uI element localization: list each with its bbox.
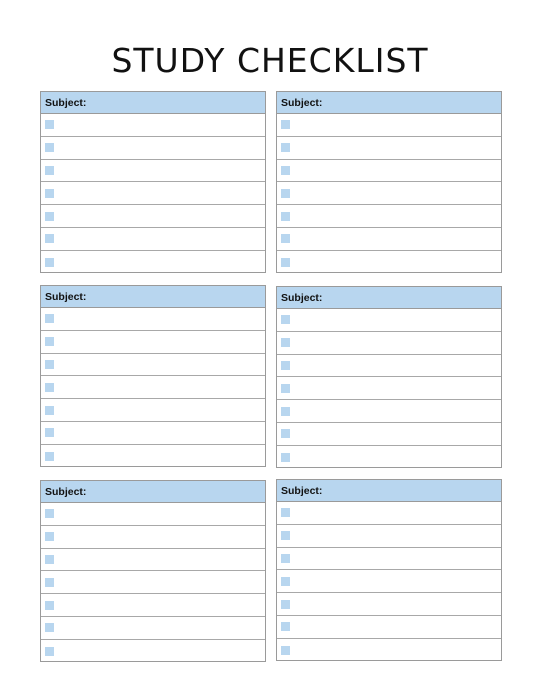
checklist-row[interactable] bbox=[277, 639, 501, 662]
checklist-row[interactable] bbox=[41, 594, 265, 617]
checklist-row[interactable] bbox=[41, 354, 265, 377]
checkbox-icon[interactable] bbox=[45, 189, 54, 198]
checkbox-icon[interactable] bbox=[281, 212, 290, 221]
checklist-row[interactable] bbox=[277, 332, 501, 355]
checklist-row[interactable] bbox=[277, 525, 501, 548]
checkbox-icon[interactable] bbox=[45, 647, 54, 656]
checklist-row[interactable] bbox=[277, 446, 501, 469]
checkbox-icon[interactable] bbox=[45, 166, 54, 175]
checklist-row[interactable] bbox=[277, 377, 501, 400]
checklist-row[interactable] bbox=[41, 137, 265, 160]
checkbox-icon[interactable] bbox=[281, 143, 290, 152]
checklist-row[interactable] bbox=[41, 205, 265, 228]
checkbox-icon[interactable] bbox=[45, 120, 54, 129]
subject-header[interactable] bbox=[41, 481, 265, 503]
checklist-row[interactable] bbox=[277, 114, 501, 137]
checkbox-icon[interactable] bbox=[45, 601, 54, 610]
checklist-row[interactable] bbox=[41, 160, 265, 183]
checklist-row[interactable] bbox=[277, 548, 501, 571]
checkbox-icon[interactable] bbox=[45, 623, 54, 632]
checklist-row[interactable] bbox=[41, 376, 265, 399]
checklist-row[interactable] bbox=[277, 160, 501, 183]
checklist-card bbox=[276, 91, 502, 273]
checkbox-icon[interactable] bbox=[281, 622, 290, 631]
checkbox-icon[interactable] bbox=[45, 406, 54, 415]
checklist-row[interactable] bbox=[41, 251, 265, 274]
checklist-row[interactable] bbox=[41, 503, 265, 526]
checkbox-icon[interactable] bbox=[45, 532, 54, 541]
checklist-card bbox=[276, 479, 502, 661]
checkbox-icon[interactable] bbox=[45, 452, 54, 461]
checklist-row[interactable] bbox=[277, 228, 501, 251]
subject-label: Subject: bbox=[281, 291, 323, 304]
checklist-row[interactable] bbox=[277, 400, 501, 423]
subject-label: Subject: bbox=[281, 484, 323, 497]
checkbox-icon[interactable] bbox=[45, 143, 54, 152]
checklist-card bbox=[40, 91, 266, 273]
checkbox-icon[interactable] bbox=[281, 315, 290, 324]
checklist-row[interactable] bbox=[277, 205, 501, 228]
subject-label: Subject: bbox=[281, 96, 323, 109]
checkbox-icon[interactable] bbox=[281, 258, 290, 267]
checkbox-icon[interactable] bbox=[45, 509, 54, 518]
checkbox-icon[interactable] bbox=[281, 508, 290, 517]
checklist-row[interactable] bbox=[41, 228, 265, 251]
checkbox-icon[interactable] bbox=[45, 428, 54, 437]
checkbox-icon[interactable] bbox=[45, 360, 54, 369]
checkbox-icon[interactable] bbox=[281, 407, 290, 416]
checkbox-icon[interactable] bbox=[281, 453, 290, 462]
checklist-row[interactable] bbox=[277, 182, 501, 205]
checkbox-icon[interactable] bbox=[281, 234, 290, 243]
checkbox-icon[interactable] bbox=[45, 314, 54, 323]
checklist-row[interactable] bbox=[41, 571, 265, 594]
subject-label: Subject: bbox=[45, 290, 87, 303]
checkbox-icon[interactable] bbox=[45, 578, 54, 587]
checkbox-icon[interactable] bbox=[45, 234, 54, 243]
checkbox-icon[interactable] bbox=[45, 258, 54, 267]
checklist-row[interactable] bbox=[277, 251, 501, 274]
checklist-card bbox=[40, 480, 266, 662]
checkbox-icon[interactable] bbox=[281, 120, 290, 129]
checklist-row[interactable] bbox=[41, 445, 265, 468]
checklist-row[interactable] bbox=[41, 399, 265, 422]
checklist-row[interactable] bbox=[277, 616, 501, 639]
checkbox-icon[interactable] bbox=[281, 189, 290, 198]
checklist-row[interactable] bbox=[41, 308, 265, 331]
checklist-row[interactable] bbox=[277, 593, 501, 616]
checkbox-icon[interactable] bbox=[281, 600, 290, 609]
checklist-row[interactable] bbox=[41, 549, 265, 572]
page-title: STUDY CHECKLIST bbox=[111, 41, 429, 80]
checklist-row[interactable] bbox=[41, 526, 265, 549]
checklist-row[interactable] bbox=[41, 114, 265, 137]
checkbox-icon[interactable] bbox=[45, 212, 54, 221]
checkbox-icon[interactable] bbox=[281, 646, 290, 655]
checklist-row[interactable] bbox=[277, 137, 501, 160]
subject-header[interactable] bbox=[277, 287, 501, 309]
checklist-row[interactable] bbox=[41, 182, 265, 205]
checkbox-icon[interactable] bbox=[281, 429, 290, 438]
checklist-row[interactable] bbox=[41, 640, 265, 663]
checkbox-icon[interactable] bbox=[45, 383, 54, 392]
subject-header[interactable] bbox=[41, 92, 265, 114]
checkbox-icon[interactable] bbox=[45, 555, 54, 564]
checkbox-icon[interactable] bbox=[281, 384, 290, 393]
checkbox-icon[interactable] bbox=[281, 531, 290, 540]
checkbox-icon[interactable] bbox=[281, 554, 290, 563]
checklist-row[interactable] bbox=[277, 502, 501, 525]
checklist-row[interactable] bbox=[277, 423, 501, 446]
checkbox-icon[interactable] bbox=[281, 361, 290, 370]
checkbox-icon[interactable] bbox=[281, 166, 290, 175]
subject-label: Subject: bbox=[45, 485, 87, 498]
checklist-card bbox=[276, 286, 502, 468]
subject-header[interactable] bbox=[277, 480, 501, 502]
subject-header[interactable] bbox=[277, 92, 501, 114]
checklist-row[interactable] bbox=[277, 355, 501, 378]
subject-header[interactable] bbox=[41, 286, 265, 308]
subject-label: Subject: bbox=[45, 96, 87, 109]
checklist-row[interactable] bbox=[41, 422, 265, 445]
checklist-row[interactable] bbox=[41, 617, 265, 640]
checkbox-icon[interactable] bbox=[281, 577, 290, 586]
checklist-card bbox=[40, 285, 266, 467]
checklist-row[interactable] bbox=[41, 331, 265, 354]
checklist-row[interactable] bbox=[277, 570, 501, 593]
checklist-row[interactable] bbox=[277, 309, 501, 332]
checkbox-icon[interactable] bbox=[281, 338, 290, 347]
checkbox-icon[interactable] bbox=[45, 337, 54, 346]
